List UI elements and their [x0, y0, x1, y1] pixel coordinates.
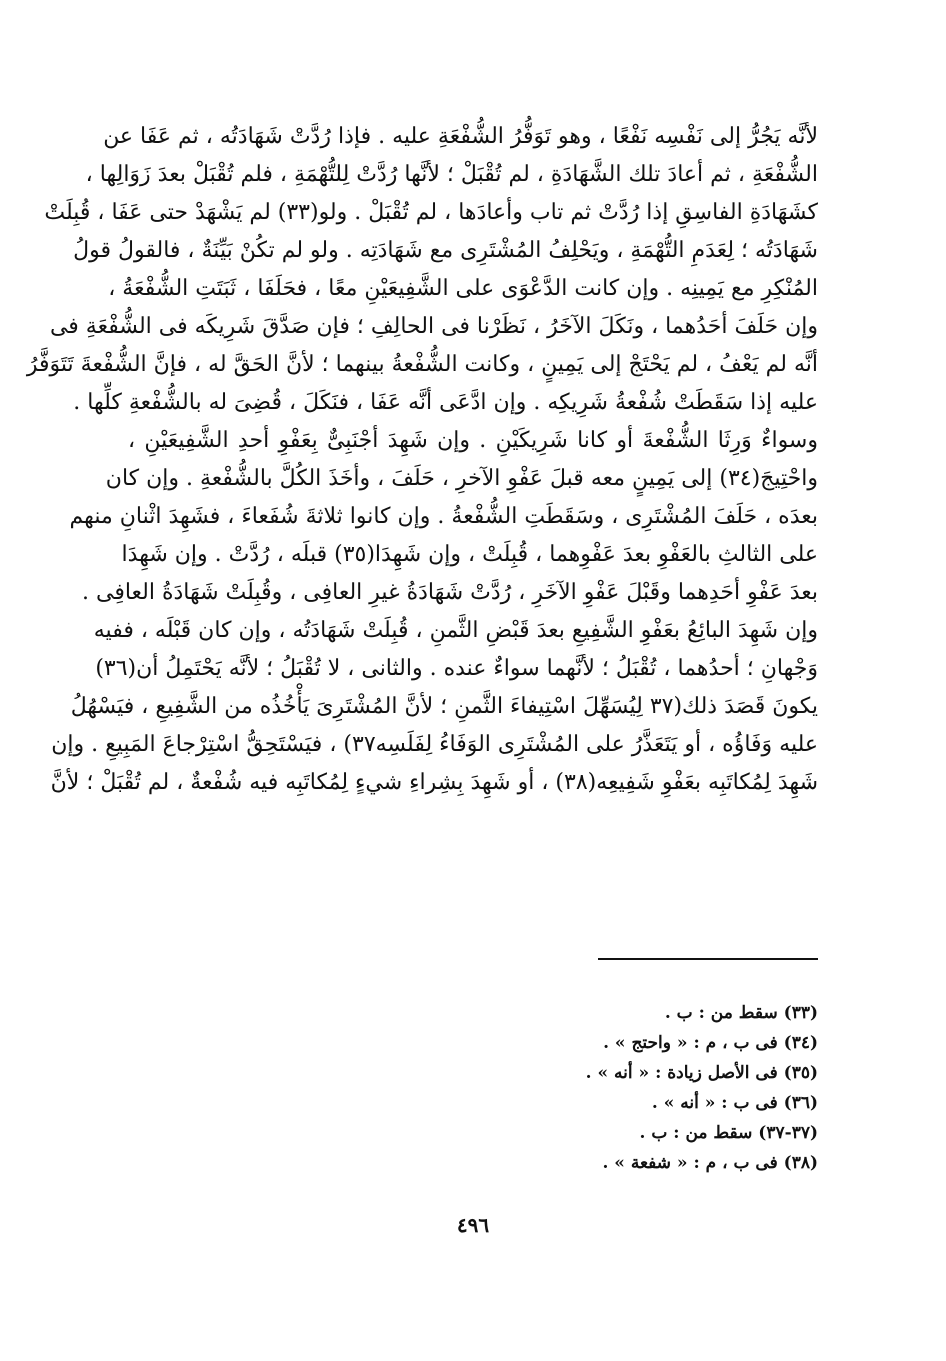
footnotes: [400, 998, 818, 1178]
text-line-13: بعدَ عَفْوِ أحَدِهما وقَبْلَ عَفْوِ الآخَرِ ، رُدَّتْ شَهَادَةُ غيرِ العافِى ، وقُبِلَتْ شَهَادَةُ العافِى .: [82, 580, 818, 605]
page-number: ٤٩٦: [456, 1213, 490, 1237]
footnote-36: (٣٦) فى ب : « أنه » .: [651, 1093, 818, 1113]
text-line-5: المُنْكِرِ مع يَمِينِه . وإن كانت الدَّعْوَى على الشَّفِيعَيْنِ معًا ، فحَلَفَا ، ثَبَتَتِ الشُّفْعَةُ ،: [108, 276, 818, 301]
footnote-37: (٣٧-٣٧) سقط من : ب .: [639, 1123, 818, 1143]
footnote-33: (٣٣) سقط من : ب .: [664, 1003, 818, 1023]
text-line-7: أنَّه لم يَعْفُ ، لم يَحْتَجْ إلى يَمِينٍ ، وكانت الشُّفْعةُ بينهما ؛ لأنَّ الحَقَّ له ، فإنَّ الشُّفْعةَ تَتَوَفَّرُ: [26, 352, 818, 377]
footnote-34: (٣٤) فى ب ، م : « واحتج » .: [603, 1033, 818, 1053]
text-line-3: كشَهَادَةِ الفاسِقِ إذا رُدَّتْ ثم تاب وأعادَها ، لم تُقْبَلْ . ولو(٣٣) لم يَشْهَدْ حتى عَفَا ، قُبِلَتْ: [44, 200, 818, 225]
text-line-10: واحْتِيجَ(٣٤) إلى يَمِينٍ معه قبلَ عَفْوِ الآخرِ ، حَلَفَ ، وأخَذَ الكُلَّ بالشُّفْعةِ . وإن كان: [105, 466, 818, 491]
text-line-8: عليه إذا سَقَطَتْ شُفْعةُ شَرِيكِه . وإن ادَّعَى أنَّه عَفَا ، فنَكَلَ ، قُضِىَ له بالشُّفْعةِ كلِّها .: [73, 390, 818, 415]
text-line-2: الشُّفْعَةِ ، ثم أعادَ تلك الشَّهَادَةِ ، لم تُقْبَلْ ؛ لأنَّها رُدَّتْ لِلتُّهْمَةِ ، فلم تُقْبَلْ بعدَ زَوَالِها ،: [85, 162, 818, 187]
text-line-18: شَهِدَ لِمُكاتَبِه بعَفْوِ شَفِيعِه(٣٨) ، أو شَهِدَ بِشِراءِ شيءٍ لِمُكاتَبِه فيه شُفْعةٌ ، لم تُقْبَلْ ؛ لأنَّ: [50, 770, 818, 795]
text-line-9: وسواءٌ وَرِثَا الشُّفْعةَ أو كانا شَرِيكَيْنِ . وإن شَهِدَ أجْنَبِىٌّ بِعَفْوِ أحدِ الشَّفِيعَيْنِ ،: [128, 428, 818, 453]
text-line-11: بعدَه ، حَلَفَ المُشْتَرِى ، وسَقَطَتِ الشُّفْعةُ . وإن كانوا ثلاثةَ شُفَعاءَ ، فشَهِدَ اثْنانِ منهم: [69, 504, 818, 529]
main-text-block: [26, 118, 818, 802]
text-line-17: عليه وَفَاؤُه ، أو يَتَعَذَّرُ على المُشْتَرِى الوَفَاءُ لِفَلَسِه٣٧) ، فيَسْتَحِقُّ اسْتِرْجاعَ المَبِيعِ . وإن: [51, 732, 818, 757]
footnote-35: (٣٥) فى الأصل زيادة : « أنه » .: [585, 1063, 818, 1083]
text-line-1: لأنَّه يَجُرُّ إلى نَفْسِه نَفْعًا ، وهو تَوَفُّرُ الشُّفْعَةِ عليه . فإذا رُدَّتْ شَهَادَتُه ، ثم عَفَا عن: [103, 124, 818, 149]
text-line-14: وإن شَهِدَ البائِعُ بعَفْوِ الشَّفِيعِ بعدَ قَبْضِ الثَّمنِ ، قُبِلَتْ شَهَادَتُه ، وإن كان قَبْلَه ، ففيه: [93, 618, 818, 643]
text-line-16: يكونَ قَصَدَ ذلك(٣٧ لِيُسَهِّلَ اسْتِيفاءَ الثَّمنِ ؛ لأنَّ المُشْتَرِىَ يَأْخُذُه من الشَّفِيعِ ، فيَسْهُلُ: [70, 694, 818, 719]
text-line-12: على الثالثِ بالعَفْوِ بعدَ عَفْوِهما ، قُبِلَتْ ، وإن شَهِدَا(٣٥) قبلَه ، رُدَّتْ . وإن شَهِدَا: [121, 542, 818, 567]
footnote-38: (٣٨) فى ب ، م : « شفعة » .: [602, 1153, 818, 1173]
text-line-6: وإن حَلَفَ أحَدُهما ، ونَكَلَ الآخَرُ ، نَظَرْنا فى الحالِفِ ؛ فإن صَدَّقَ شَرِيكَه فى الشُّفْعَةِ فى: [49, 314, 818, 339]
text-line-15: وَجْهانِ ؛ أحدُهما ، تُقْبَلُ ؛ لأنَّهما سواءٌ عنده . والثانى ، لا تُقْبَلُ ؛ لأنَّه يَحْتَمِلُ أن(٣٦): [95, 656, 818, 681]
text-line-4: شَهَادَتُه ؛ لِعَدَمِ التُّهْمَةِ ، ويَحْلِفُ المُشْتَرِى مع شَهَادَتِه . ولو لم تكُنْ بَيِّنَةٌ ، فالقولُ قولُ: [73, 238, 818, 263]
footnote-separator: [598, 958, 818, 960]
